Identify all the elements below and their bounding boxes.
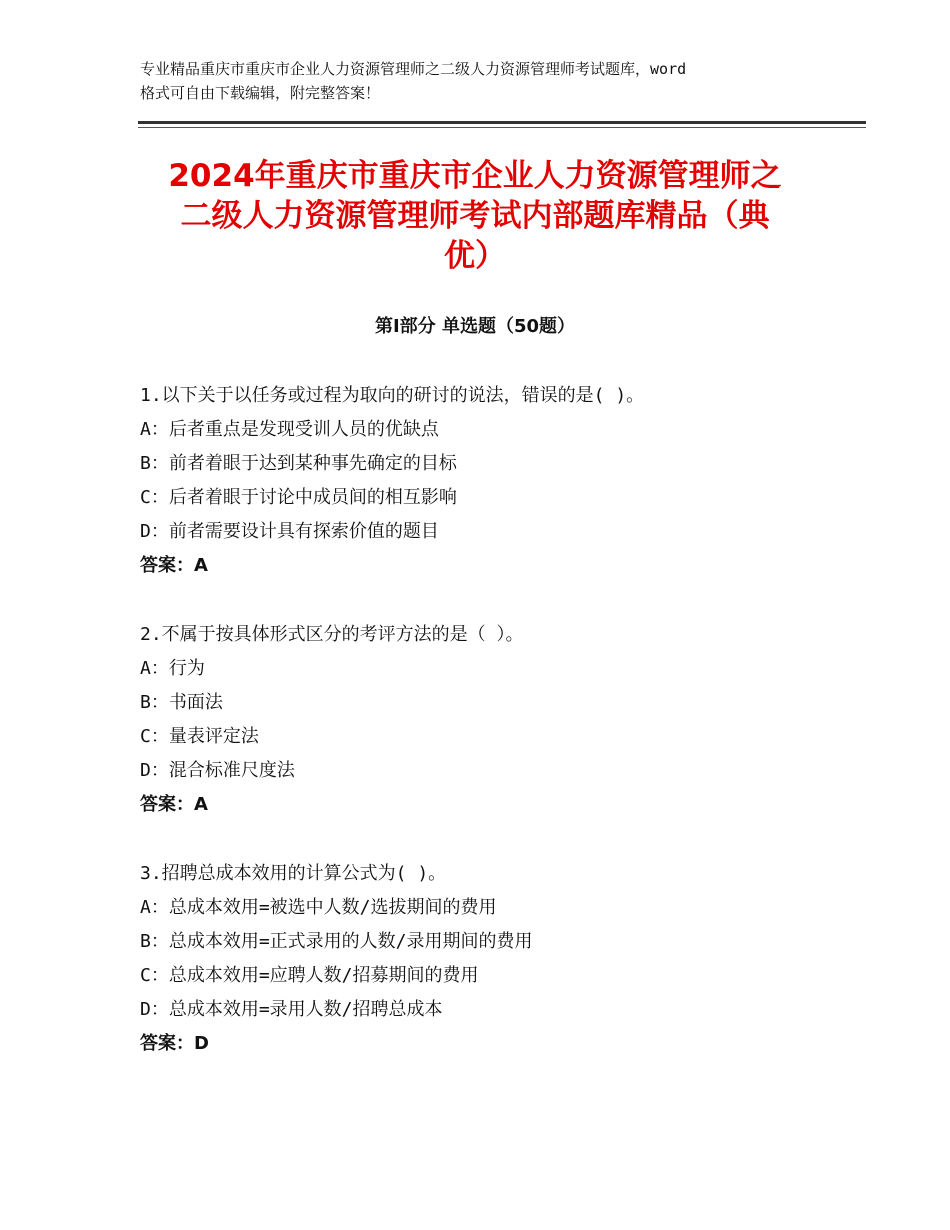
answer-label: 答案：A — [140, 794, 208, 815]
option-b: B：总成本效用=正式录用的人数/录用期间的费用 — [140, 931, 533, 952]
option-a: A：行为 — [140, 658, 205, 679]
question-stem: 1.以下关于以任务或过程为取向的研讨的说法，错误的是( )。 — [140, 385, 645, 406]
option-d: D：混合标准尺度法 — [140, 760, 295, 781]
option-b: B：书面法 — [140, 692, 223, 713]
header-divider-thick — [138, 121, 866, 124]
question-2 — [140, 618, 860, 822]
document-title-line-1: 2024年重庆市重庆市企业人力资源管理师之 — [168, 158, 782, 194]
question-3 — [140, 857, 860, 1061]
document-title-line-3: 优） — [444, 238, 506, 274]
question-stem: 2.不属于按具体形式区分的考评方法的是（ ）。 — [140, 624, 524, 645]
document-title — [130, 156, 820, 276]
option-a: A：后者重点是发现受训人员的优缺点 — [140, 419, 439, 440]
answer-label: 答案：A — [140, 555, 208, 576]
question-1 — [140, 379, 860, 583]
header-divider-thin — [138, 127, 866, 128]
header-note-line-1: 专业精品重庆市重庆市企业人力资源管理师之二级人力资源管理师考试题库，word — [140, 60, 687, 78]
option-b: B：前者着眼于达到某种事先确定的目标 — [140, 453, 457, 474]
section-heading: 第Ⅰ部分 单选题（50题） — [374, 316, 575, 337]
answer-label: 答案：D — [140, 1033, 209, 1054]
option-d: D：前者需要设计具有探索价值的题目 — [140, 521, 439, 542]
option-d: D：总成本效用=录用人数/招聘总成本 — [140, 999, 443, 1020]
option-c: C：量表评定法 — [140, 726, 259, 747]
question-stem: 3.招聘总成本效用的计算公式为( )。 — [140, 863, 447, 884]
option-c: C：后者着眼于讨论中成员间的相互影响 — [140, 487, 457, 508]
option-c: C：总成本效用=应聘人数/招募期间的费用 — [140, 965, 479, 986]
header-note — [140, 57, 830, 105]
document-title-line-2: 二级人力资源管理师考试内部题库精品（典 — [180, 198, 770, 234]
header-note-line-2: 格式可自由下载编辑，附完整答案！ — [140, 84, 381, 102]
option-a: A：总成本效用=被选中人数/选拔期间的费用 — [140, 897, 497, 918]
